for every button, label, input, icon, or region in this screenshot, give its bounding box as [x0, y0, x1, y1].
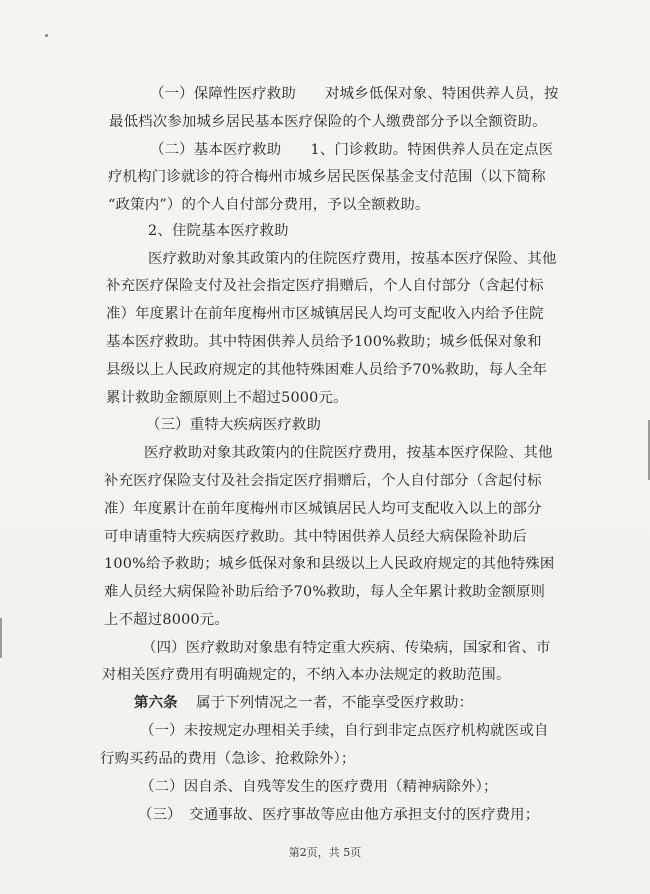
paragraph-line: 基本医疗救助。其中特困供养人员给予100%救助；城乡低保对象和 [106, 334, 542, 350]
paragraph-line: 对相关医疗费用有明确规定的，不纳入本办法规定的救助范围。 [102, 667, 511, 683]
paragraph-line: 准）年度累计在前年度梅州市区城镇居民人均可支配收入内给予住院 [106, 306, 544, 322]
paragraph-line: （三） 交通事故、医疗事故等应由他方承担支付的医疗费用； [138, 807, 540, 823]
paragraph-line: （一）未按规定办理相关手续，自行到非定点医疗机构就医或自 [140, 723, 549, 739]
scan-edge-mark [0, 618, 2, 658]
paragraph-line: 可申请重特大疾病医疗救助。其中特困供养人员经大病保险补助后 [104, 529, 528, 545]
paragraph-line: 补充医疗保险支付及社会指定医疗捐赠后，个人自付部分（含起付标 [106, 278, 544, 294]
paragraph-line: 难人员经大病保险补助后给予70%救助，每人全年累计救助金额原则 [104, 584, 546, 600]
paragraph-line: 疗机构门诊就诊的符合梅州市城乡居民医保基金支付范围（以下简称 [108, 169, 546, 185]
paragraph-line: 行购买药品的费用（急诊、抢救除外）； [100, 751, 356, 767]
article-heading: 第六条 [134, 694, 178, 711]
scan-speck [45, 34, 48, 37]
paragraph-line: 上不超过8000元。 [104, 612, 229, 628]
article-text: 属于下列情况之一者，不能享受医疗救助： [196, 695, 474, 711]
paragraph-line: （二）基本医疗救助 1、门诊救助。特困供养人员在定点医 [150, 142, 554, 158]
paragraph-line: 医疗救助对象其政策内的住院医疗费用，按基本医疗保险、其他 [148, 251, 557, 267]
page-footer: 第2页，共 5页 [288, 846, 362, 859]
subsection-heading: （三）重特大疾病医疗救助 [146, 417, 322, 433]
paragraph-line: 最低档次参加城乡居民基本医疗保险的个人缴费部分予以全额资助。 [109, 114, 547, 130]
paragraph-line: 准）年度累计在前年度梅州市区城镇居民人均可支配收入以上的部分 [104, 501, 542, 517]
paragraph-line: 补充医疗保险支付及社会指定医疗捐赠后，个人自付部分（含起付标 [104, 473, 542, 489]
paragraph-line: 县级以上人民政府规定的其他特殊困难人员给予70%救助，每人全年 [106, 362, 548, 378]
paragraph-line: 医疗救助对象其政策内的住院医疗费用，按基本医疗保险、其他 [144, 445, 553, 461]
paragraph-line: 100%给予救助；城乡低保对象和县级以上人民政府规定的其他特殊困 [104, 556, 555, 572]
subsection-heading: 2、住院基本医疗救助 [148, 223, 289, 239]
paragraph-line: （四）医疗救助对象患有特定重大疾病、传染病，国家和省、市 [142, 640, 551, 656]
paragraph-line: （二）因自杀、自残等发生的医疗费用（精神病除外）； [140, 779, 498, 795]
paragraph-line: 累计救助金额原则上不超过5000元。 [106, 390, 348, 406]
paragraph-line: “政策内”）的个人自付部分费用，予以全额救助。 [108, 197, 430, 213]
paragraph-line: （一）保障性医疗救助 对城乡低保对象、特困供养人员，按 [150, 86, 559, 102]
